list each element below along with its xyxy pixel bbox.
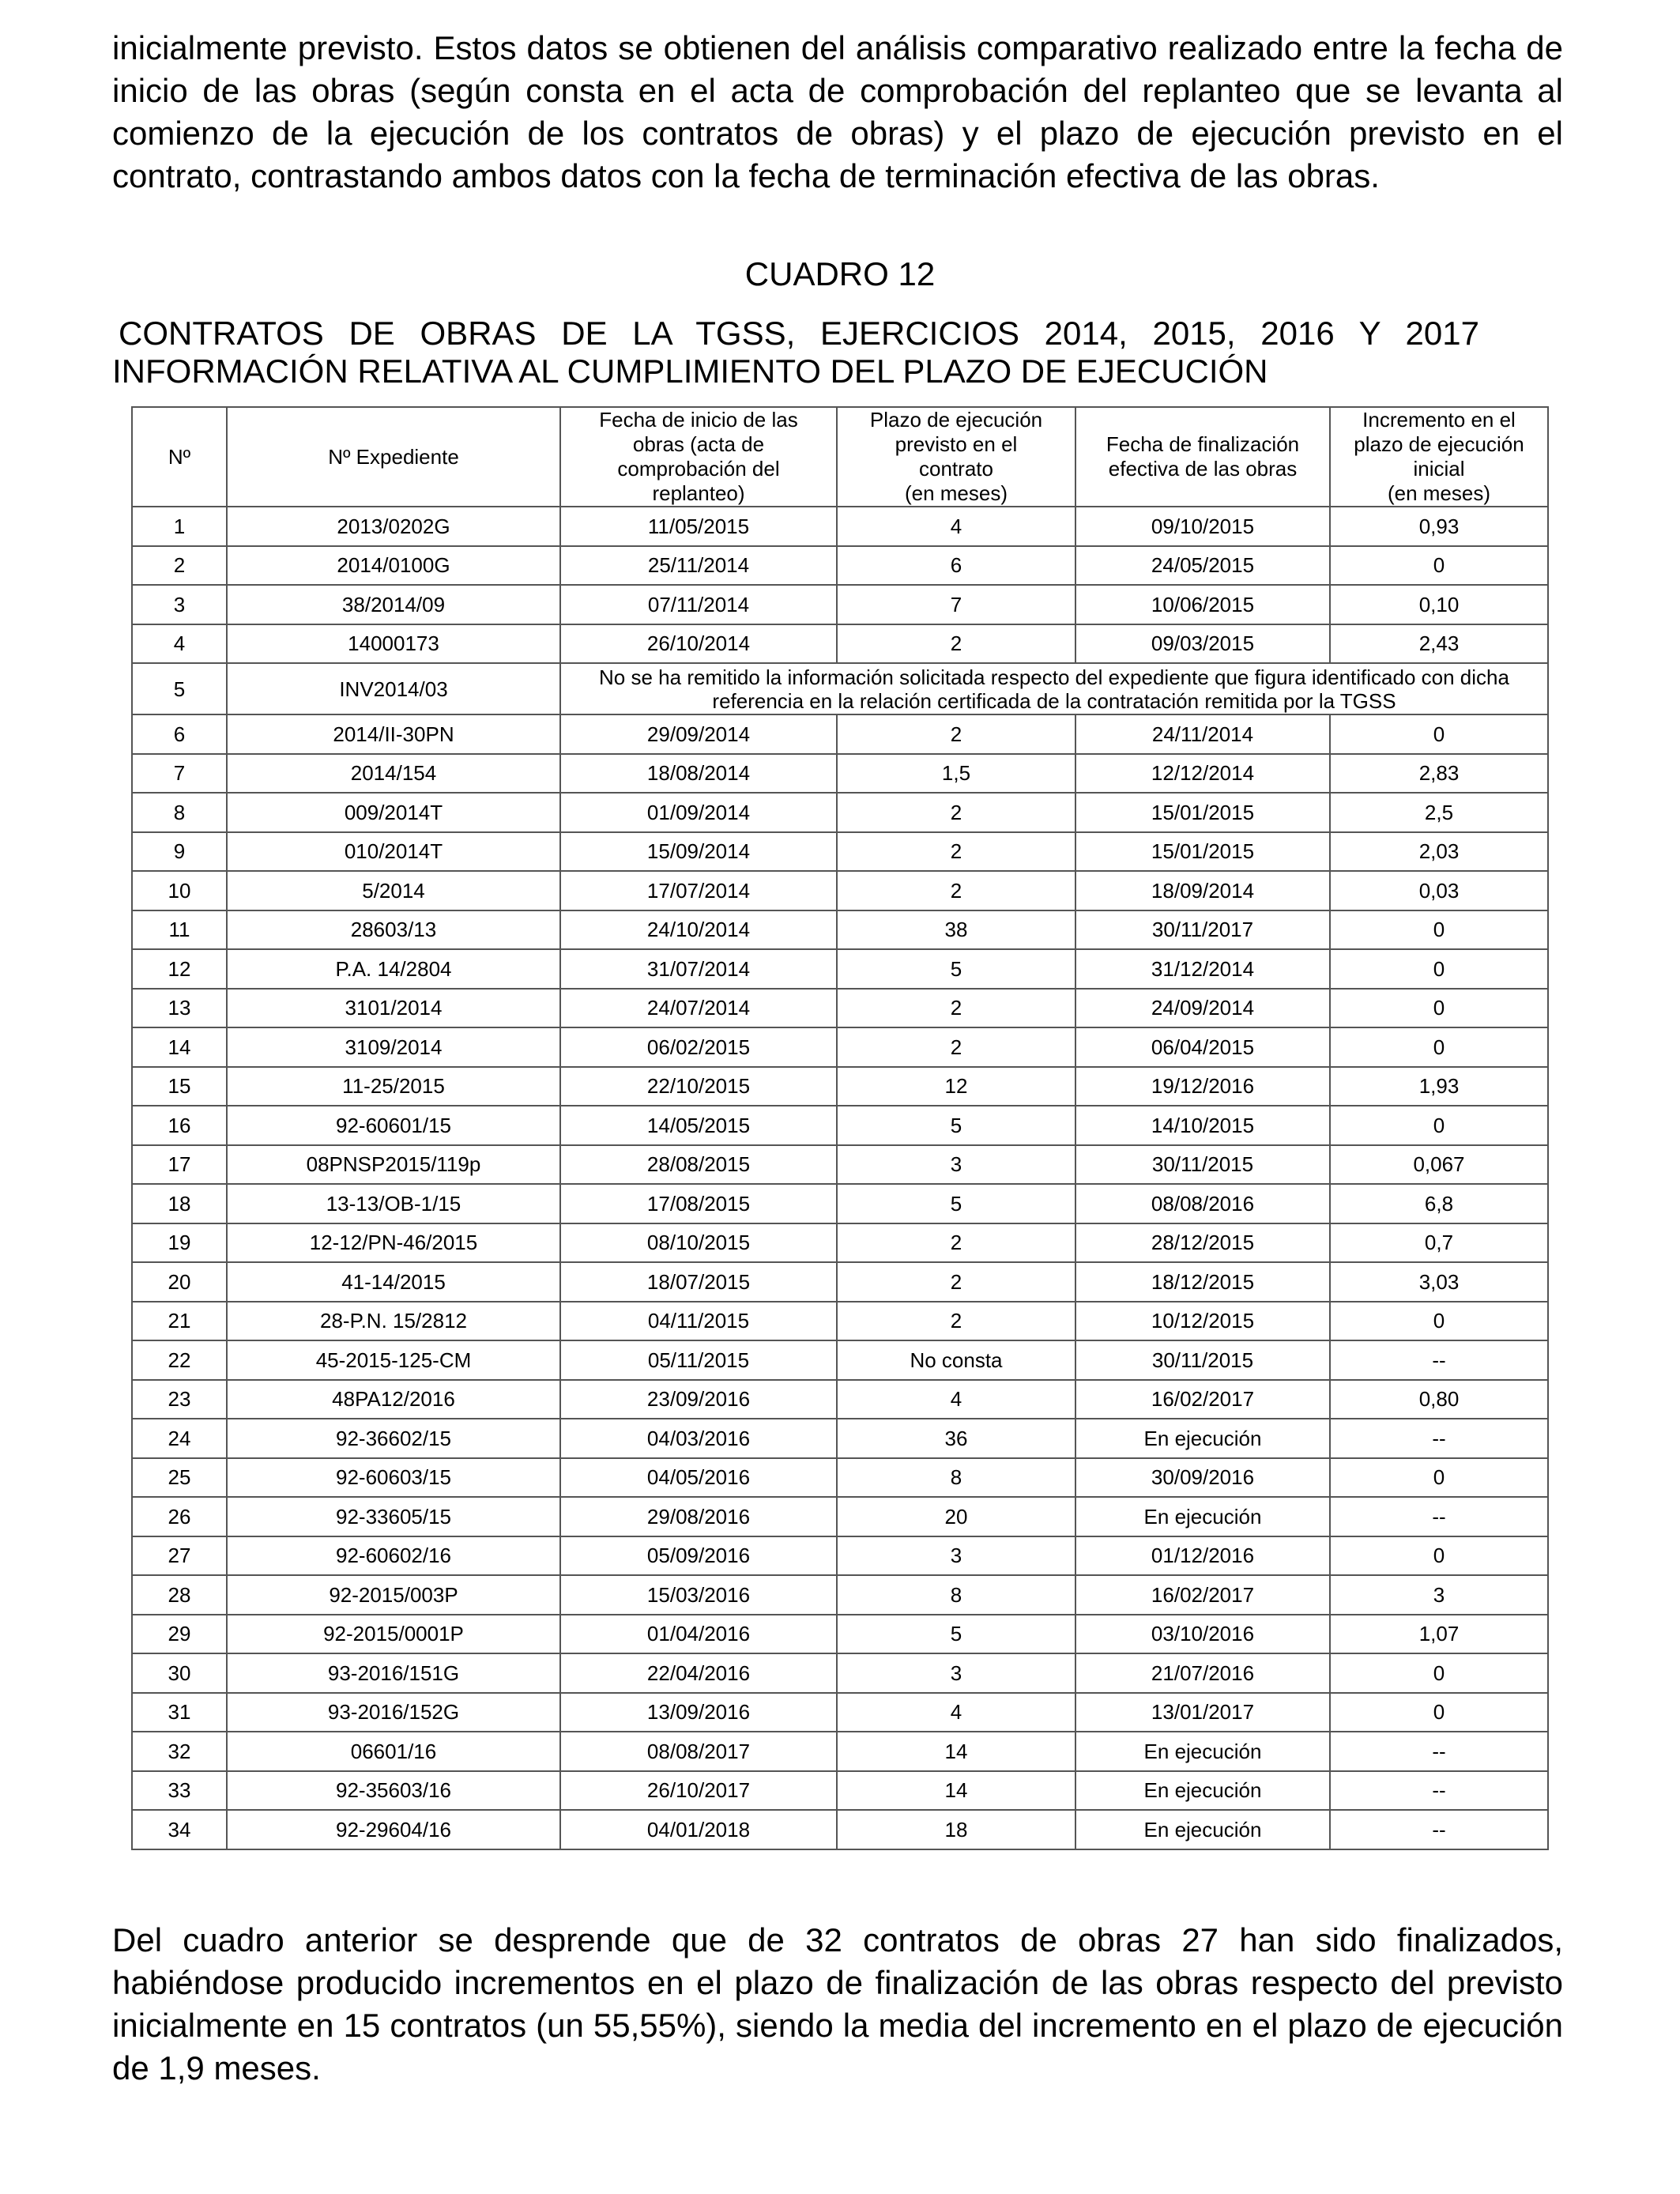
cell-num: 6 <box>132 714 227 754</box>
cell-plazo: 2 <box>837 1302 1075 1341</box>
cell-fecha-fin: 31/12/2014 <box>1075 949 1330 989</box>
cell-fecha-inicio: 23/09/2016 <box>560 1380 837 1419</box>
cell-incremento: 1,93 <box>1330 1067 1548 1106</box>
cell-num: 19 <box>132 1223 227 1263</box>
cell-incremento: 0 <box>1330 1693 1548 1732</box>
cell-fecha-fin: 16/02/2017 <box>1075 1575 1330 1615</box>
cell-expediente: 13-13/OB-1/15 <box>227 1184 560 1223</box>
cell-fecha-fin: 03/10/2016 <box>1075 1615 1330 1654</box>
table-header-row <box>132 407 1548 507</box>
header-incremento-line: plazo de ejecución <box>1354 432 1524 456</box>
cell-fecha-inicio: 17/08/2015 <box>560 1184 837 1223</box>
cell-num: 8 <box>132 793 227 832</box>
header-expediente: Nº Expediente <box>227 407 560 507</box>
cell-incremento: -- <box>1330 1419 1548 1458</box>
cell-fecha-fin: 15/01/2015 <box>1075 793 1330 832</box>
header-plazo-line: previsto en el <box>895 432 1018 456</box>
header-plazo-line: (en meses) <box>904 481 1008 505</box>
cell-incremento: -- <box>1330 1732 1548 1771</box>
cell-incremento: 0 <box>1330 1106 1548 1145</box>
header-fecha-inicio-line: replanteo) <box>652 481 745 505</box>
cell-expediente: 06601/16 <box>227 1732 560 1771</box>
cell-num: 1 <box>132 507 227 546</box>
cell-plazo: 8 <box>837 1575 1075 1615</box>
cell-num: 14 <box>132 1027 227 1067</box>
table-row <box>132 1497 1548 1536</box>
cell-fecha-inicio: 06/02/2015 <box>560 1027 837 1067</box>
cell-plazo: No consta <box>837 1340 1075 1380</box>
cell-num: 29 <box>132 1615 227 1654</box>
cell-num: 9 <box>132 832 227 872</box>
cell-expediente: 92-60601/15 <box>227 1106 560 1145</box>
cell-fecha-inicio: 14/05/2015 <box>560 1106 837 1145</box>
cell-fecha-fin: 24/11/2014 <box>1075 714 1330 754</box>
cell-fecha-inicio: 04/05/2016 <box>560 1458 837 1498</box>
cell-incremento: 0,067 <box>1330 1145 1548 1185</box>
cell-fecha-fin: 14/10/2015 <box>1075 1106 1330 1145</box>
cell-num: 26 <box>132 1497 227 1536</box>
cell-fecha-fin: 19/12/2016 <box>1075 1067 1330 1106</box>
header-incremento <box>1330 407 1548 507</box>
cell-expediente: 92-36602/15 <box>227 1419 560 1458</box>
cell-plazo: 2 <box>837 1027 1075 1067</box>
cell-plazo: 2 <box>837 714 1075 754</box>
cell-expediente: 38/2014/09 <box>227 585 560 624</box>
cell-plazo: 5 <box>837 1184 1075 1223</box>
table-row <box>132 1771 1548 1811</box>
cell-plazo: 38 <box>837 910 1075 950</box>
cell-num: 22 <box>132 1340 227 1380</box>
cell-expediente: 41-14/2015 <box>227 1262 560 1302</box>
cell-plazo: 3 <box>837 1536 1075 1576</box>
table-row <box>132 910 1548 950</box>
cell-fecha-fin: En ejecución <box>1075 1732 1330 1771</box>
table-row <box>132 832 1548 872</box>
cell-expediente: 93-2016/152G <box>227 1693 560 1732</box>
table-row <box>132 871 1548 910</box>
cell-expediente: P.A. 14/2804 <box>227 949 560 989</box>
cell-plazo: 3 <box>837 1653 1075 1693</box>
cell-num: 7 <box>132 754 227 794</box>
cell-plazo: 2 <box>837 624 1075 664</box>
table-row <box>132 1223 1548 1263</box>
header-fecha-fin <box>1075 407 1330 507</box>
cell-fecha-inicio: 29/09/2014 <box>560 714 837 754</box>
cell-plazo: 2 <box>837 793 1075 832</box>
cell-fecha-inicio: 31/07/2014 <box>560 949 837 989</box>
cell-fecha-inicio: 07/11/2014 <box>560 585 837 624</box>
cell-plazo: 2 <box>837 832 1075 872</box>
cell-fecha-fin: 08/08/2016 <box>1075 1184 1330 1223</box>
cell-fecha-fin: En ejecución <box>1075 1810 1330 1849</box>
cell-plazo: 1,5 <box>837 754 1075 794</box>
cell-fecha-fin: 16/02/2017 <box>1075 1380 1330 1419</box>
cell-fecha-fin: En ejecución <box>1075 1771 1330 1811</box>
cell-expediente: 3109/2014 <box>227 1027 560 1067</box>
cell-num: 13 <box>132 989 227 1028</box>
cell-plazo: 4 <box>837 1380 1075 1419</box>
cell-expediente: 14000173 <box>227 624 560 664</box>
cell-fecha-inicio: 18/08/2014 <box>560 754 837 794</box>
cell-expediente: 92-29604/16 <box>227 1810 560 1849</box>
cell-expediente: 92-60603/15 <box>227 1458 560 1498</box>
cell-expediente: 5/2014 <box>227 871 560 910</box>
cell-fecha-fin: 09/10/2015 <box>1075 507 1330 546</box>
cell-plazo: 14 <box>837 1771 1075 1811</box>
cell-fecha-fin: 15/01/2015 <box>1075 832 1330 872</box>
table-row <box>132 1340 1548 1380</box>
header-plazo-line: contrato <box>919 457 993 481</box>
cell-incremento: 2,03 <box>1330 832 1548 872</box>
cell-fecha-inicio: 04/11/2015 <box>560 1302 837 1341</box>
cell-expediente: 93-2016/151G <box>227 1653 560 1693</box>
cell-expediente: 28-P.N. 15/2812 <box>227 1302 560 1341</box>
cell-num: 11 <box>132 910 227 950</box>
cell-fecha-inicio: 01/09/2014 <box>560 793 837 832</box>
cell-incremento: 1,07 <box>1330 1615 1548 1654</box>
cell-expediente: 2014/II-30PN <box>227 714 560 754</box>
cell-fecha-fin: 18/12/2015 <box>1075 1262 1330 1302</box>
cell-fecha-inicio: 26/10/2014 <box>560 624 837 664</box>
cell-fecha-inicio: 04/01/2018 <box>560 1810 837 1849</box>
cell-fecha-inicio: 22/04/2016 <box>560 1653 837 1693</box>
cell-num: 25 <box>132 1458 227 1498</box>
header-fecha-inicio <box>560 407 837 507</box>
header-fecha-inicio-line: obras (acta de <box>632 432 765 456</box>
cell-incremento: 0 <box>1330 910 1548 950</box>
cell-fecha-fin: 12/12/2014 <box>1075 754 1330 794</box>
cell-incremento: -- <box>1330 1340 1548 1380</box>
table-row <box>132 1380 1548 1419</box>
cell-fecha-fin: 09/03/2015 <box>1075 624 1330 664</box>
table-body <box>132 507 1548 1849</box>
table-row <box>132 1067 1548 1106</box>
table-row <box>132 546 1548 586</box>
cell-fecha-inicio: 24/07/2014 <box>560 989 837 1028</box>
table-row <box>132 1575 1548 1615</box>
cell-fecha-inicio: 08/08/2017 <box>560 1732 837 1771</box>
cell-fecha-inicio: 22/10/2015 <box>560 1067 837 1106</box>
header-fecha-inicio-line: Fecha de inicio de las <box>599 408 798 432</box>
cell-plazo: 3 <box>837 1145 1075 1185</box>
cell-num: 3 <box>132 585 227 624</box>
cell-fecha-inicio: 25/11/2014 <box>560 546 837 586</box>
cell-plazo: 2 <box>837 1223 1075 1263</box>
cell-num: 28 <box>132 1575 227 1615</box>
cell-expediente: 2014/0100G <box>227 546 560 586</box>
table-row <box>132 1615 1548 1654</box>
cell-fecha-fin: 30/11/2015 <box>1075 1145 1330 1185</box>
cell-num: 10 <box>132 871 227 910</box>
cell-incremento: 0 <box>1330 714 1548 754</box>
cell-incremento: 0,7 <box>1330 1223 1548 1263</box>
cell-note-line: No se ha remitido la información solicitada respecto del expediente que figura identificado con dicha <box>599 665 1509 689</box>
table-row <box>132 663 1548 714</box>
cell-num: 17 <box>132 1145 227 1185</box>
table-row <box>132 793 1548 832</box>
cell-fecha-inicio: 28/08/2015 <box>560 1145 837 1185</box>
cell-fecha-fin: 01/12/2016 <box>1075 1536 1330 1576</box>
header-incremento-line: inicial <box>1413 457 1465 481</box>
table-row <box>132 1458 1548 1498</box>
cell-fecha-inicio: 17/07/2014 <box>560 871 837 910</box>
cell-plazo: 6 <box>837 546 1075 586</box>
cell-note <box>560 663 1548 714</box>
cell-fecha-inicio: 29/08/2016 <box>560 1497 837 1536</box>
table-title-line-1: CONTRATOS DE OBRAS DE LA TGSS, EJERCICIOS 2014, 2015, 2016 Y 2017 <box>119 315 1479 352</box>
cell-incremento: 2,43 <box>1330 624 1548 664</box>
cell-num: 2 <box>132 546 227 586</box>
cell-fecha-inicio: 05/11/2015 <box>560 1340 837 1380</box>
cell-fecha-inicio: 18/07/2015 <box>560 1262 837 1302</box>
cell-num: 4 <box>132 624 227 664</box>
cell-plazo: 7 <box>837 585 1075 624</box>
cell-plazo: 5 <box>837 1106 1075 1145</box>
cell-fecha-fin: 28/12/2015 <box>1075 1223 1330 1263</box>
cell-plazo: 4 <box>837 1693 1075 1732</box>
cell-fecha-fin: 30/11/2017 <box>1075 910 1330 950</box>
cell-num: 27 <box>132 1536 227 1576</box>
cell-note-line: referencia en la relación certificada de la contratación remitida por la TGSS <box>712 688 1396 713</box>
cell-fecha-fin: 21/07/2016 <box>1075 1653 1330 1693</box>
cell-incremento: 6,8 <box>1330 1184 1548 1223</box>
cell-expediente: 92-2015/0001P <box>227 1615 560 1654</box>
cell-expediente: 92-2015/003P <box>227 1575 560 1615</box>
cell-num: 16 <box>132 1106 227 1145</box>
cell-plazo: 5 <box>837 1615 1075 1654</box>
cell-fecha-inicio: 05/09/2016 <box>560 1536 837 1576</box>
cell-fecha-fin: 30/09/2016 <box>1075 1458 1330 1498</box>
cell-plazo: 12 <box>837 1067 1075 1106</box>
cell-expediente: 48PA12/2016 <box>227 1380 560 1419</box>
cell-num: 31 <box>132 1693 227 1732</box>
cell-plazo: 20 <box>837 1497 1075 1536</box>
header-fecha-inicio-line: comprobación del <box>617 457 780 481</box>
cell-fecha-fin: 10/12/2015 <box>1075 1302 1330 1341</box>
cell-incremento: 0,80 <box>1330 1380 1548 1419</box>
cell-plazo: 5 <box>837 949 1075 989</box>
cell-num: 15 <box>132 1067 227 1106</box>
header-incremento-line: Incremento en el <box>1362 408 1516 432</box>
cell-fecha-fin: 24/05/2015 <box>1075 546 1330 586</box>
cell-fecha-fin: En ejecución <box>1075 1419 1330 1458</box>
cell-expediente: 45-2015-125-CM <box>227 1340 560 1380</box>
cell-expediente: 2013/0202G <box>227 507 560 546</box>
cell-plazo: 36 <box>837 1419 1075 1458</box>
table-row <box>132 507 1548 546</box>
table-row <box>132 1106 1548 1145</box>
cell-plazo: 18 <box>837 1810 1075 1849</box>
cell-incremento: -- <box>1330 1810 1548 1849</box>
conclusion-paragraph: Del cuadro anterior se desprende que de 32 contratos de obras 27 han sido finalizados, habiéndose producido incrementos en el plazo de finalización de las obras respecto del previsto inicialmente en 15 contratos (un 55,55%), siendo la media del incremento en el plazo de ejecución de 1,9 meses. <box>112 1921 1563 2087</box>
cell-fecha-inicio: 11/05/2015 <box>560 507 837 546</box>
cell-expediente: 11-25/2015 <box>227 1067 560 1106</box>
header-fecha-fin-line: Fecha de finalización <box>1106 432 1300 456</box>
header-num: Nº <box>132 407 227 507</box>
cell-num: 24 <box>132 1419 227 1458</box>
table-row <box>132 1419 1548 1458</box>
table-title-line-2: INFORMACIÓN RELATIVA AL CUMPLIMIENTO DEL PLAZO DE EJECUCIÓN <box>112 352 1268 390</box>
cell-fecha-fin: 06/04/2015 <box>1075 1027 1330 1067</box>
cell-expediente: 92-60602/16 <box>227 1536 560 1576</box>
cell-num: 23 <box>132 1380 227 1419</box>
cell-incremento: 3,03 <box>1330 1262 1548 1302</box>
cell-expediente: 92-35603/16 <box>227 1771 560 1811</box>
table-row <box>132 1027 1548 1067</box>
cell-incremento: 0 <box>1330 1302 1548 1341</box>
cell-num: 5 <box>132 663 227 714</box>
cell-incremento: 0,03 <box>1330 871 1548 910</box>
cell-num: 33 <box>132 1771 227 1811</box>
table-row <box>132 949 1548 989</box>
cell-fecha-inicio: 04/03/2016 <box>560 1419 837 1458</box>
cell-expediente: 92-33605/15 <box>227 1497 560 1536</box>
cell-fecha-fin: 10/06/2015 <box>1075 585 1330 624</box>
cell-num: 20 <box>132 1262 227 1302</box>
cell-num: 21 <box>132 1302 227 1341</box>
header-plazo <box>837 407 1075 507</box>
cell-incremento: -- <box>1330 1771 1548 1811</box>
cell-plazo: 2 <box>837 989 1075 1028</box>
cell-fecha-fin: 13/01/2017 <box>1075 1693 1330 1732</box>
intro-paragraph: inicialmente previsto. Estos datos se obtienen del análisis comparativo realizado entre la fecha de inicio de las obras (según consta en el acta de comprobación del replanteo que se levanta al comienzo de la ejecución de los contratos de obras) y el plazo de ejecución previsto en el contrato, contrastando ambos datos con la fecha de terminación efectiva de las obras. <box>112 29 1563 194</box>
table-row <box>132 1262 1548 1302</box>
contracts-table <box>131 406 1549 1850</box>
cell-num: 32 <box>132 1732 227 1771</box>
cell-expediente: 009/2014T <box>227 793 560 832</box>
cell-num: 12 <box>132 949 227 989</box>
table-row <box>132 1810 1548 1849</box>
cell-incremento: 0 <box>1330 989 1548 1028</box>
cell-expediente: INV2014/03 <box>227 663 560 714</box>
cell-expediente: 2014/154 <box>227 754 560 794</box>
cell-incremento: 0 <box>1330 1536 1548 1576</box>
cell-incremento: 0,93 <box>1330 507 1548 546</box>
cell-expediente: 3101/2014 <box>227 989 560 1028</box>
cell-fecha-inicio: 15/09/2014 <box>560 832 837 872</box>
cell-expediente: 28603/13 <box>227 910 560 950</box>
cell-incremento: 0,10 <box>1330 585 1548 624</box>
cell-fecha-inicio: 13/09/2016 <box>560 1693 837 1732</box>
cell-plazo: 2 <box>837 1262 1075 1302</box>
table-row <box>132 1653 1548 1693</box>
table-caption: CUADRO 12 <box>744 255 936 292</box>
table-row <box>132 1693 1548 1732</box>
cell-num: 34 <box>132 1810 227 1849</box>
cell-num: 18 <box>132 1184 227 1223</box>
table-row <box>132 714 1548 754</box>
cell-fecha-inicio: 01/04/2016 <box>560 1615 837 1654</box>
cell-plazo: 2 <box>837 871 1075 910</box>
table-row <box>132 585 1548 624</box>
cell-fecha-fin: En ejecución <box>1075 1497 1330 1536</box>
cell-fecha-fin: 18/09/2014 <box>1075 871 1330 910</box>
table-row <box>132 1536 1548 1576</box>
cell-incremento: 0 <box>1330 1458 1548 1498</box>
header-fecha-fin-line: efectiva de las obras <box>1108 457 1298 481</box>
cell-incremento: 2,83 <box>1330 754 1548 794</box>
cell-incremento: 0 <box>1330 1027 1548 1067</box>
cell-plazo: 4 <box>837 507 1075 546</box>
table-row <box>132 1184 1548 1223</box>
cell-fecha-inicio: 08/10/2015 <box>560 1223 837 1263</box>
cell-expediente: 08PNSP2015/119p <box>227 1145 560 1185</box>
cell-fecha-fin: 24/09/2014 <box>1075 989 1330 1028</box>
table-row <box>132 754 1548 794</box>
cell-incremento: 0 <box>1330 1653 1548 1693</box>
table-row <box>132 1145 1548 1185</box>
cell-incremento: 0 <box>1330 949 1548 989</box>
cell-fecha-fin: 30/11/2015 <box>1075 1340 1330 1380</box>
cell-incremento: -- <box>1330 1497 1548 1536</box>
cell-fecha-inicio: 26/10/2017 <box>560 1771 837 1811</box>
header-plazo-line: Plazo de ejecución <box>869 408 1043 432</box>
cell-plazo: 8 <box>837 1458 1075 1498</box>
cell-expediente: 12-12/PN-46/2015 <box>227 1223 560 1263</box>
cell-num: 30 <box>132 1653 227 1693</box>
table-row <box>132 1302 1548 1341</box>
cell-fecha-inicio: 24/10/2014 <box>560 910 837 950</box>
cell-expediente: 010/2014T <box>227 832 560 872</box>
cell-incremento: 2,5 <box>1330 793 1548 832</box>
cell-incremento: 0 <box>1330 546 1548 586</box>
cell-fecha-inicio: 15/03/2016 <box>560 1575 837 1615</box>
cell-incremento: 3 <box>1330 1575 1548 1615</box>
header-incremento-line: (en meses) <box>1387 481 1491 505</box>
cell-plazo: 14 <box>837 1732 1075 1771</box>
table-row <box>132 624 1548 664</box>
table-row <box>132 989 1548 1028</box>
table-row <box>132 1732 1548 1771</box>
